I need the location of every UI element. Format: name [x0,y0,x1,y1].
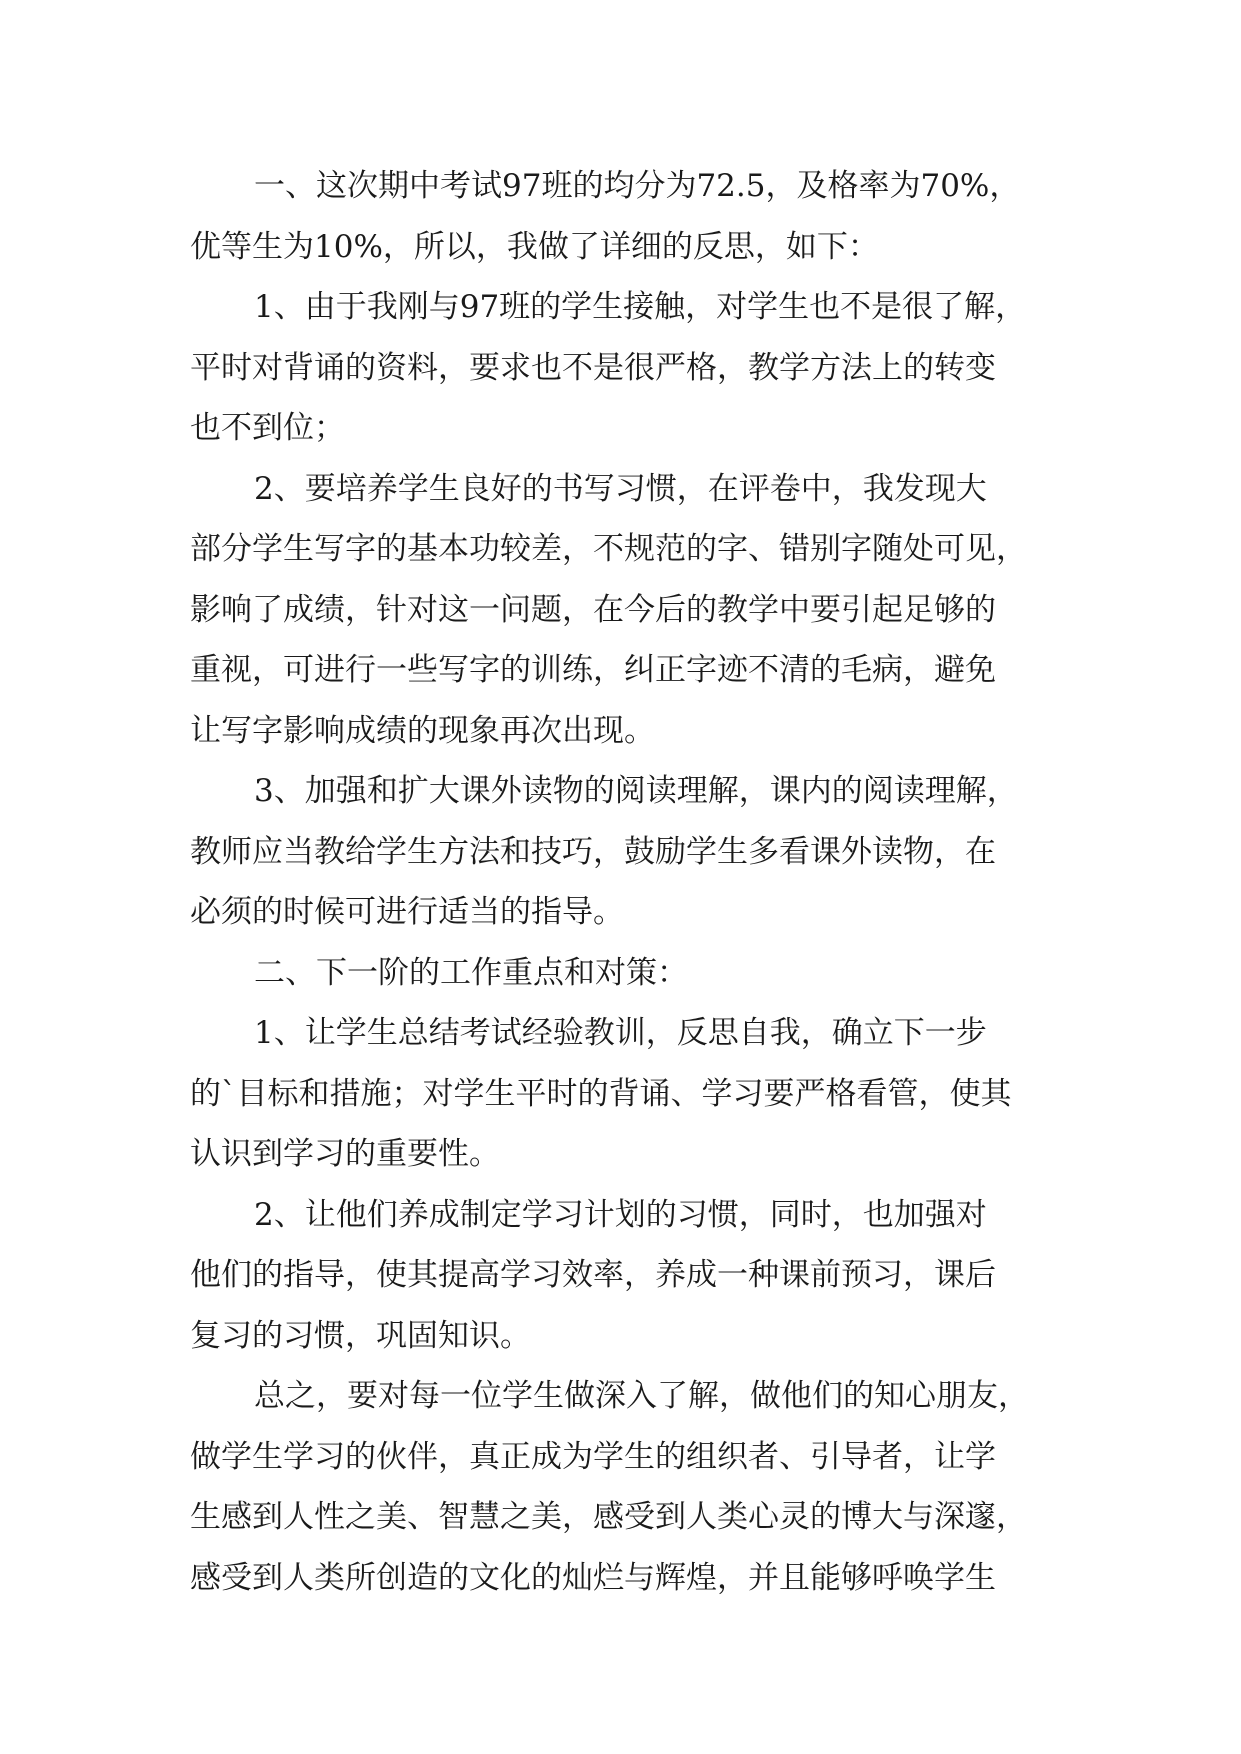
paragraph-line: 感受到人类所创造的文化的灿烂与辉煌，并且能够呼唤学生 [190,1559,996,1596]
paragraph-line: 影响了成绩，针对这一问题，在今后的教学中要引起足够的 [190,591,996,628]
paragraph-line: 必须的时候可进行适当的指导。 [190,894,624,930]
paragraph-line: 他们的指导，使其提高学习效率，养成一种课前预习，课后 [190,1257,996,1293]
paragraph-first-line: 3、加强和扩大课外读物的阅读理解，课内的阅读理解， [254,773,1018,809]
paragraph-line: 复习的习惯，巩固知识。 [190,1317,531,1354]
document-body [190,156,1060,1608]
paragraph-line: 优等生为10%，所以，我做了详细的反思，如下： [190,228,879,265]
paragraph-line: 部分学生写字的基本功较差，不规范的字、错别字随处可见， [190,531,1027,567]
paragraph-first-line: 2、让他们养成制定学习计划的习惯，同时，也加强对 [254,1196,987,1233]
paragraph-line: 重视，可进行一些写字的训练，纠正字迹不清的毛病，避免 [190,652,996,688]
paragraph-line: 也不到位； [190,410,345,446]
paragraph-first-line: 二、下一阶的工作重点和对策： [254,954,688,991]
paragraph-first-line: 1、让学生总结考试经验教训，反思自我，确立下一步 [254,1015,987,1051]
paragraph-first-line: 一、这次期中考试97班的均分为72.5，及格率为70%， [254,168,1021,204]
paragraph-first-line: 总之，要对每一位学生做深入了解，做他们的知心朋友， [254,1378,1029,1414]
paragraph-line: 认识到学习的重要性。 [190,1136,500,1172]
paragraph-first-line: 1、由于我刚与97班的学生接触，对学生也不是很了解， [254,289,1027,325]
paragraph-line: 的`目标和措施；对学生平时的背诵、学习要严格看管，使其 [190,1075,1012,1112]
paragraph-line: 让写字影响成绩的现象再次出现。 [190,712,655,749]
paragraph-line: 生感到人性之美、智慧之美，感受到人类心灵的博大与深邃， [190,1499,1027,1535]
paragraph-line: 做学生学习的伙伴，真正成为学生的组织者、引导者，让学 [190,1438,996,1475]
paragraph-line: 教师应当教给学生方法和技巧，鼓励学生多看课外读物，在 [190,833,996,870]
paragraph-line: 平时对背诵的资料，要求也不是很严格，教学方法上的转变 [190,349,996,386]
paragraph-first-line: 2、要培养学生良好的书写习惯，在评卷中，我发现大 [254,470,987,507]
